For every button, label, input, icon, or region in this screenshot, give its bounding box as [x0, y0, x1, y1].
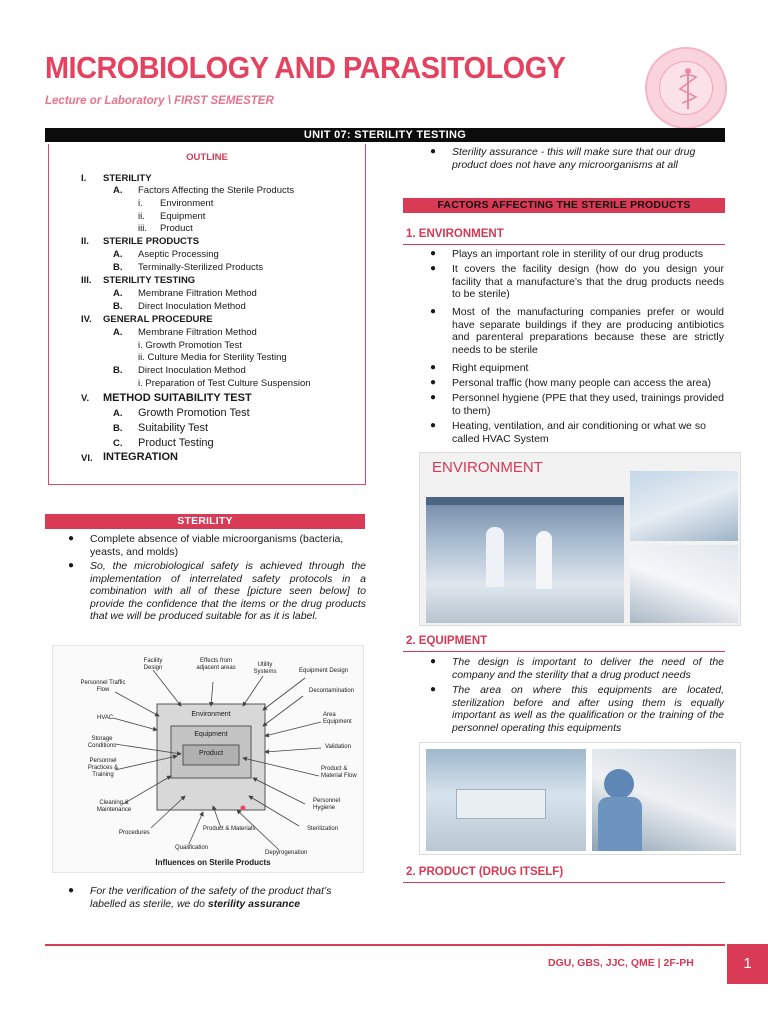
environment-image — [419, 452, 741, 626]
outline-item: Direct Inoculation Method — [138, 365, 246, 376]
environment-image-title: ENVIRONMENT — [432, 459, 543, 476]
sterility-bullet: ● For the verification of the safety of the product that’s labelled as sterile, we do sterility assurance — [68, 885, 332, 910]
outline-item: i. Growth Promotion Test — [138, 340, 242, 351]
factors-heading: FACTORS AFFECTING THE STERILE PRODUCTS — [403, 198, 725, 213]
diagram-label: Facility Design — [143, 658, 163, 671]
env-bullet: ● Personal traffic (how many people can access the area) — [430, 377, 711, 389]
outline-item: METHOD SUITABILITY TEST — [103, 392, 252, 404]
outline-item: STERILITY TESTING — [103, 275, 196, 286]
diagram-label: Personnel Traffic Flow — [80, 680, 126, 693]
diagram-label: Utility Systems — [253, 662, 277, 675]
outline-label: II. — [81, 236, 89, 247]
outline-label: V. — [81, 393, 90, 404]
outline-label: C. — [113, 438, 123, 449]
outline-label: III. — [81, 275, 92, 286]
equipment-photo-1 — [426, 749, 586, 851]
diagram-label: Cleaning & Maintenance — [96, 800, 132, 813]
diagram-label: Qualification — [175, 845, 209, 851]
diagram-label: Equipment Design — [299, 668, 349, 674]
diagram-inner-label: Environment — [191, 711, 231, 718]
unit-bar: UNIT 07: STERILITY TESTING — [45, 128, 725, 142]
outline-label: B. — [113, 301, 123, 312]
diagram-label: Sterilization — [307, 826, 339, 832]
outline-label: B. — [113, 365, 123, 376]
diagram-label: Personnel Practices & Training — [87, 758, 119, 778]
outline-item: Factors Affecting the Sterile Products — [138, 185, 295, 196]
seal-logo — [645, 47, 727, 129]
diagram-label: Decontamination — [309, 688, 355, 694]
outline-label: IV. — [81, 314, 92, 325]
equip-bullet: ● The design is important to deliver the need of the company and the sterility that a drug product needs — [430, 656, 724, 681]
influences-diagram — [52, 645, 364, 873]
environment-heading: 1. ENVIRONMENT — [406, 228, 504, 240]
diagram-label: Effects from adjacent areas — [196, 658, 236, 671]
outline-item: Product — [160, 223, 193, 234]
outline-label: B. — [113, 262, 123, 273]
diagram-label: Validation — [325, 744, 351, 750]
footer-divider — [45, 944, 725, 946]
sterility-bullet: ● Complete absence of viable microorganisms (bacteria, yeasts, and molds) — [68, 533, 344, 558]
outline-label: iii. — [138, 223, 147, 234]
outline-item: Membrane Filtration Method — [138, 288, 257, 299]
diagram-caption: Influences on Sterile Products — [155, 858, 271, 867]
outline-box — [48, 144, 366, 485]
outline-item: Terminally-Sterilized Products — [138, 262, 264, 273]
diagram-label: Product & Material Flow — [321, 766, 357, 779]
equip-bullet: ● The area on where this equipments are located, sterilization before and after using them is equally important as well as the qualification or the training of the personnel operating this equipments — [430, 684, 724, 734]
outline-label: VI. — [81, 453, 93, 464]
outline-label: B. — [113, 423, 123, 434]
diagram-inner-label: Equipment — [194, 731, 228, 738]
outline-item: Product Testing — [138, 437, 214, 449]
outline-title: OUTLINE — [186, 152, 228, 163]
diagram-inner-label: Product — [198, 750, 224, 757]
outline-item: Direct Inoculation Method — [138, 301, 246, 312]
outline-item: GENERAL PROCEDURE — [103, 314, 213, 325]
outline-label: A. — [113, 185, 123, 196]
outline-item: i. Preparation of Test Culture Suspension — [138, 378, 311, 389]
divider — [403, 244, 725, 245]
outline-label: A. — [113, 288, 123, 299]
outline-item: STERILE PRODUCTS — [103, 236, 200, 247]
diagram-label: Personnel Hygiene — [313, 798, 341, 811]
outline-label: ii. — [138, 211, 145, 222]
env-bullet: ● Right equipment — [430, 362, 529, 374]
outline-label: I. — [81, 173, 87, 184]
page-subtitle: Lecture or Laboratory \ FIRST SEMESTER — [45, 95, 274, 107]
env-bullet: ● Plays an important role in sterility of our drug products — [430, 248, 703, 260]
divider — [403, 882, 725, 883]
outline-label: A. — [113, 327, 123, 338]
diagram-label: Procedures — [119, 830, 150, 836]
diagram-label: Area Equipment — [323, 712, 352, 725]
diagram-label: HVAC — [97, 715, 114, 721]
outline-item: Suitability Test — [138, 422, 209, 434]
page-number: 1 — [727, 944, 768, 984]
lab-photo-1 — [630, 471, 738, 541]
outline-label: A. — [113, 408, 123, 419]
lab-photo-2 — [630, 545, 738, 623]
cleanroom-photo — [426, 497, 624, 623]
footer-authors: DGU, GBS, JJC, QME | 2F-PH — [548, 957, 694, 969]
outline-item: Membrane Filtration Method — [138, 327, 257, 338]
assurance-bullet: ● Sterility assurance - this will make sure that our drug product does not have any microorganisms at all — [430, 146, 696, 171]
sterility-heading: STERILITY — [45, 514, 365, 529]
diagram-label: Depyrogenation — [265, 850, 308, 856]
outline-item: ii. Culture Media for Sterility Testing — [138, 352, 287, 363]
diagram-label: Product & Materials — [203, 826, 256, 832]
env-bullet: ● It covers the facility design (how do you design your facility that a manufacture’s that the drug products needs to be sterile) — [430, 263, 724, 300]
outline-item: Equipment — [160, 211, 206, 222]
outline-item: INTEGRATION — [103, 451, 178, 463]
equipment-heading: 2. EQUIPMENT — [406, 635, 488, 647]
env-bullet: ● Heating, ventilation, and air conditioning or what we so called HVAC System — [430, 420, 706, 445]
diagram-label: Storage Conditions — [87, 736, 117, 749]
equipment-photo-2 — [592, 749, 736, 851]
outline-item: Environment — [160, 198, 214, 209]
equipment-image — [419, 742, 741, 855]
page-title: MICROBIOLOGY AND PARASITOLOGY — [45, 50, 566, 85]
product-heading: 2. PRODUCT (DRUG ITSELF) — [406, 866, 564, 878]
divider — [403, 651, 725, 652]
outline-label: i. — [138, 198, 143, 209]
outline-item: Growth Promotion Test — [138, 407, 250, 419]
outline-item: Aseptic Processing — [138, 249, 219, 260]
outline-label: A. — [113, 249, 123, 260]
sterility-bullet: ● So, the microbiological safety is achieved through the implementation of interrelated safety protocols in a combination with all of these [picture seen below] to provide the confidence that the items or the drug products that we will be produced suitable for as it is label. — [68, 560, 366, 622]
env-bullet: ● Most of the manufacturing companies prefer or would have separate buildings if they are producing antibiotics and parenteral preparations because these are strictly needs to be sterile — [430, 306, 724, 356]
outline-item: STERILITY — [103, 173, 152, 184]
env-bullet: ● Personnel hygiene (PPE that they used, trainings provided to them) — [430, 392, 725, 417]
